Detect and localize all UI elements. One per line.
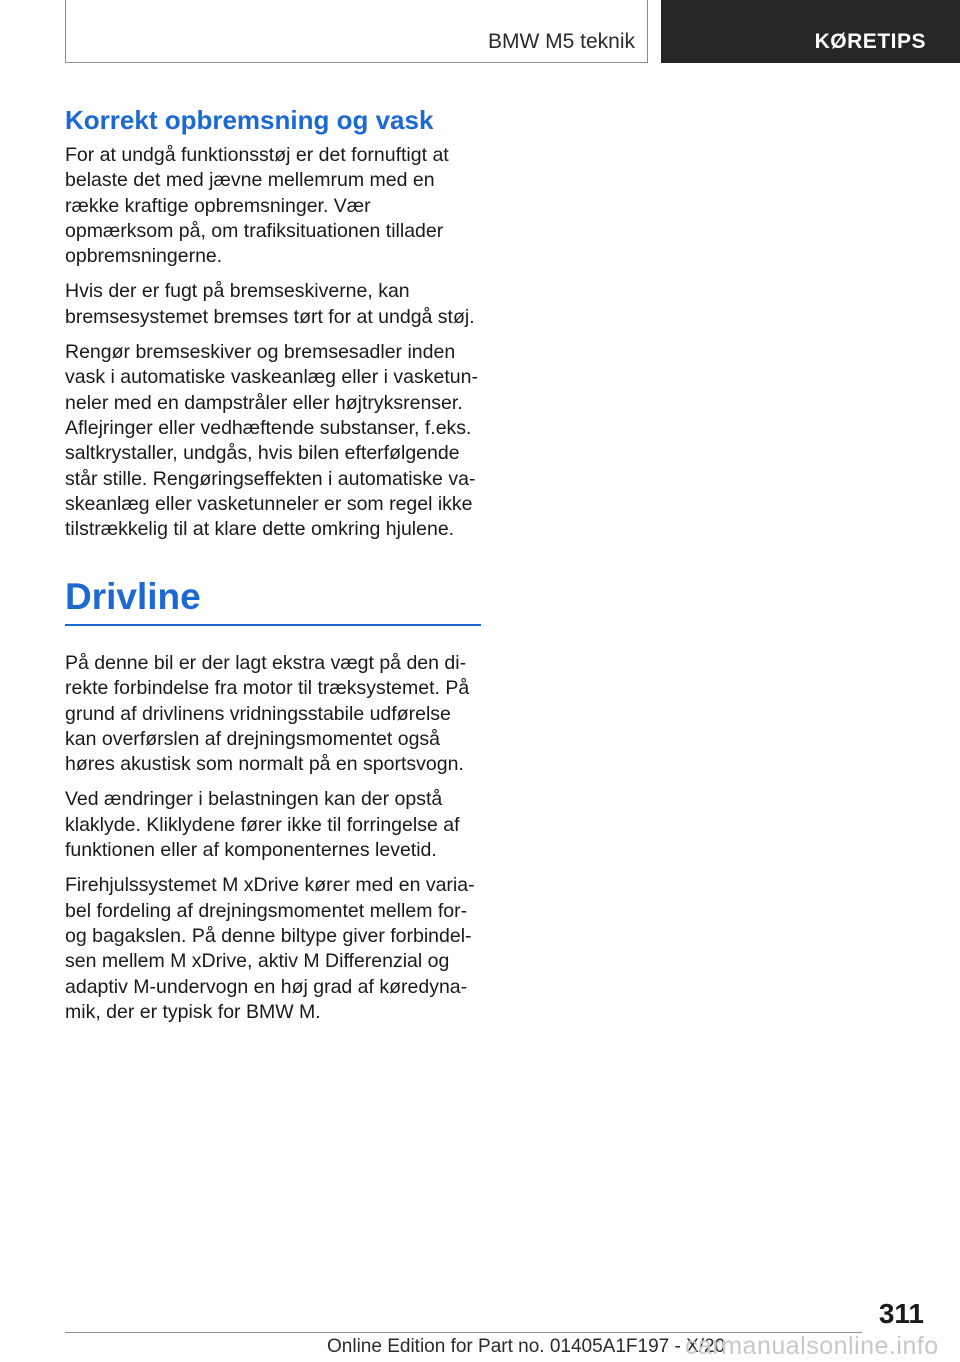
manual-title: BMW M5 teknik <box>487 30 635 53</box>
header-frame <box>65 0 648 63</box>
edition-text: Online Edition for Part no. 01405A1F197 - X/20 <box>327 1336 726 1357</box>
paragraph: Rengør bremseskiver og bremsesadler inden vask i automatiske vaskeanlæg eller i vasketunneler med en dampstråler eller højtryksrenser. Aflejringer eller vedhæftende substanser, f.eks. saltkrystaller, undgås, hvis bilen efterfølgende står stille. Rengøringseffekten i automatiske vaskeanlæg eller vasketunneler er som regel ikke tilstrækkelig til at klare dette omkring hjulene. <box>65 341 478 541</box>
section-tab[interactable] <box>661 0 960 63</box>
page-number: 311 <box>878 1298 924 1329</box>
paragraph: Hvis der er fugt på bremseskiverne, kan bremsesystemet bremses tørt for at undgå støj. <box>65 280 475 328</box>
paragraph: For at undgå funktionsstøj er det fornuftigt at belaste det med jævne mellemrum med en række kraftige opbremsninger. Vær opmærksom på, om trafiksituationen tillader opbremsningerne. <box>65 144 449 268</box>
section-tab-label: KØRETIPS <box>814 30 926 53</box>
paragraph: Firehjulssystemet M xDrive kører med en variabel fordeling af drejningsmomentet mellem for- og bagakslen. På denne biltype giver forbindelsen mellem M xDrive, aktiv M Differenzial og adaptiv M-undervogn en høj grad af køredynamik, der er typisk for BMW M. <box>65 874 475 1023</box>
heading-underline <box>65 624 481 626</box>
section-heading-braking: Korrekt opbremsning og vask <box>65 105 434 135</box>
paragraph: Ved ændringer i belastningen kan der opstå klaklyde. Kliklydene fører ikke til forringelse af funktionen eller af komponenternes levetid. <box>65 788 460 862</box>
page-content <box>65 103 481 1035</box>
section-heading-drivline: Drivline <box>65 576 201 618</box>
watermark-logo: carmanualsonline.info <box>685 1332 939 1360</box>
paragraph: På denne bil er der lagt ekstra vægt på den direkte forbindelse fra motor til træksystemet. På grund af drivlinens vridningsstabile udførelse kan overførslen af drejningsmomentet også høres akustisk som normalt på en sportsvogn. <box>65 651 470 776</box>
